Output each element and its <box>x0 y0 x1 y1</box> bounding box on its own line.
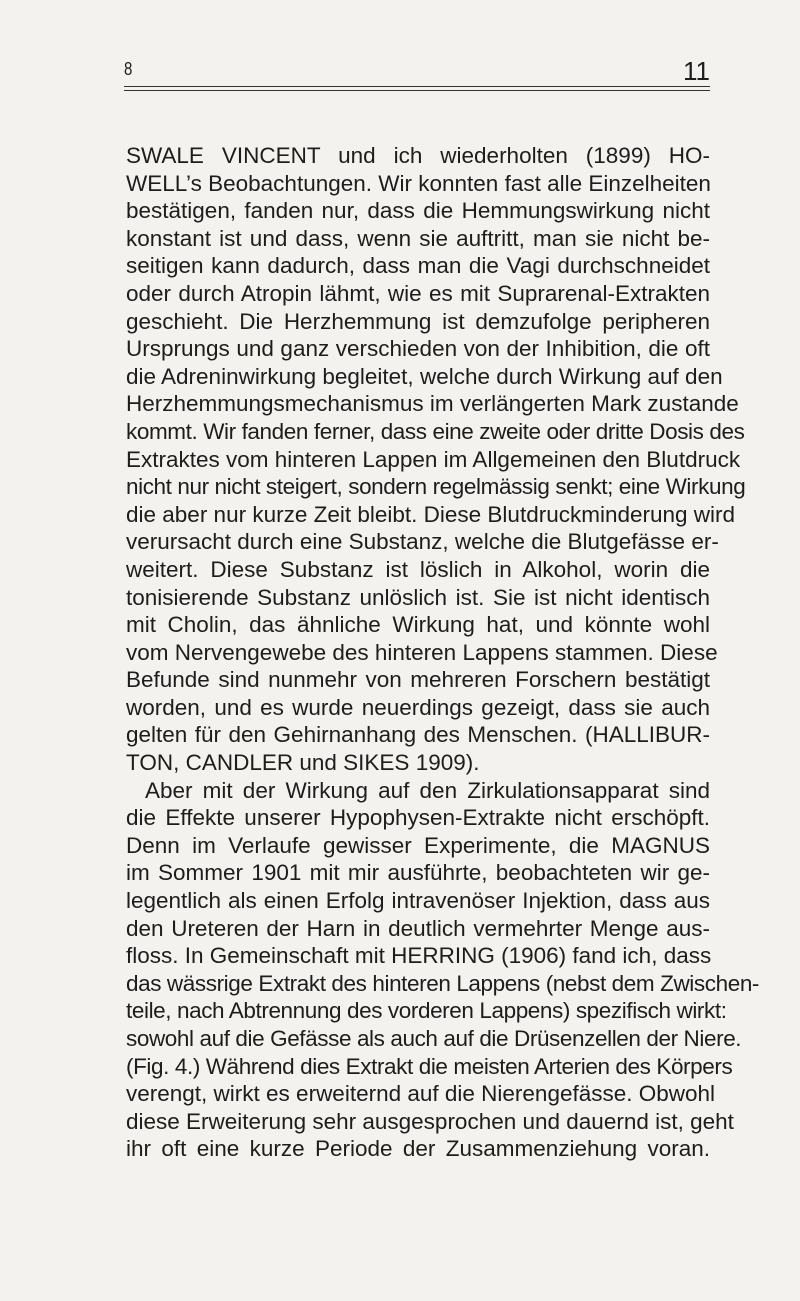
running-header <box>124 52 710 92</box>
text-line: mit Cholin, das ähnliche Wirkung hat, und könnte wohl <box>126 612 710 638</box>
text-line: seitigen kann dadurch, dass man die Vagi durchschneidet <box>126 253 710 279</box>
text-line: konstant ist und dass, wenn sie auftritt, man sie nicht be- <box>126 225 710 251</box>
header-rule-bottom <box>124 90 710 91</box>
text-line: WELL’s Beobachtungen. Wir konnten fast alle Einzelheiten <box>126 170 711 196</box>
text-line: die Effekte unserer Hypophysen-Extrakte nicht erschöpft. <box>126 805 710 831</box>
text-line: gelten für den Gehirnanhang des Menschen. (HALLIBUR- <box>126 722 710 748</box>
text-line: tonisierende Substanz unlöslich ist. Sie ist nicht identisch <box>126 584 710 610</box>
body-text <box>126 142 760 1163</box>
text-line: (Fig. 4.) Während dies Extrakt die meisten Arterien des Körpers <box>126 1053 733 1079</box>
text-line: TON, CANDLER und SIKES 1909). <box>126 750 480 776</box>
text-line: nicht nur nicht steigert, sondern regelmässig senkt; eine Wirkung <box>126 474 746 500</box>
text-line: sowohl auf die Gefässe als auch auf die Drüsenzellen der Niere. <box>126 1026 742 1051</box>
text-line: teile, nach Abtrennung des vorderen Lappens) spezifisch wirkt: <box>126 998 727 1024</box>
text-line: Ursprungs und ganz verschieden von der Inhibition, die oft <box>126 336 710 362</box>
text-line: die aber nur kurze Zeit bleibt. Diese Blutdruckminderung wird <box>126 501 736 527</box>
text-line: Herzhemmungsmechanismus im verlängerten Mark zustande <box>126 391 739 417</box>
text-line: weitert. Diese Substanz ist löslich in Alkohol, worin die <box>126 556 710 582</box>
text-line: SWALE VINCENT und ich wiederholten (1899) HO- <box>126 143 710 168</box>
signature-mark: 8 <box>124 58 133 80</box>
text-line: Extraktes vom hinteren Lappen im Allgemeinen den Blutdruck <box>126 446 741 472</box>
text-line: Aber mit der Wirkung auf den Zirkulationsapparat sind <box>145 777 710 803</box>
header-rule-top <box>124 86 710 87</box>
text-line: vom Nervengewebe des hinteren Lappens stammen. Diese <box>126 639 718 665</box>
text-line: ihr oft eine kurze Periode der Zusammenziehung voran. <box>126 1136 710 1162</box>
text-line: geschieht. Die Herzhemmung ist demzufolge peripheren <box>126 308 710 334</box>
text-line: legentlich als einen Erfolg intravenöser Injektion, dass aus <box>126 888 710 914</box>
text-line: Befunde sind nunmehr von mehreren Forschern bestätigt <box>126 667 710 693</box>
text-line: bestätigen, fanden nur, dass die Hemmungswirkung nicht <box>126 198 710 224</box>
page-number: 11 <box>683 56 710 86</box>
text-line: kommt. Wir fanden ferner, dass eine zweite oder dritte Dosis des <box>126 418 745 444</box>
text-line: verengt, wirkt es erweiternd auf die Nierengefässe. Obwohl <box>126 1081 716 1107</box>
text-line: diese Erweiterung sehr ausgesprochen und dauernd ist, geht <box>126 1108 734 1134</box>
text-line: im Sommer 1901 mit mir ausführte, beobachteten wir ge- <box>126 860 710 886</box>
text-line: floss. In Gemeinschaft mit HERRING (1906) fand ich, dass <box>126 943 712 969</box>
text-line: oder durch Atropin lähmt, wie es mit Suprarenal-Extrakten <box>126 280 710 306</box>
text-line: das wässrige Extrakt des hinteren Lappens (nebst dem Zwischen- <box>126 970 760 996</box>
text-line: Denn im Verlaufe gewisser Experimente, die MAGNUS <box>126 832 710 858</box>
text-line: den Ureteren der Harn in deutlich vermehrter Menge aus- <box>126 915 710 941</box>
text-line: verursacht durch eine Substanz, welche die Blutgefässe er- <box>126 529 719 555</box>
text-line: die Adreninwirkung begleitet, welche durch Wirkung auf den <box>126 363 723 389</box>
text-line: worden, und es wurde neuerdings gezeigt, dass sie auch <box>126 694 710 720</box>
